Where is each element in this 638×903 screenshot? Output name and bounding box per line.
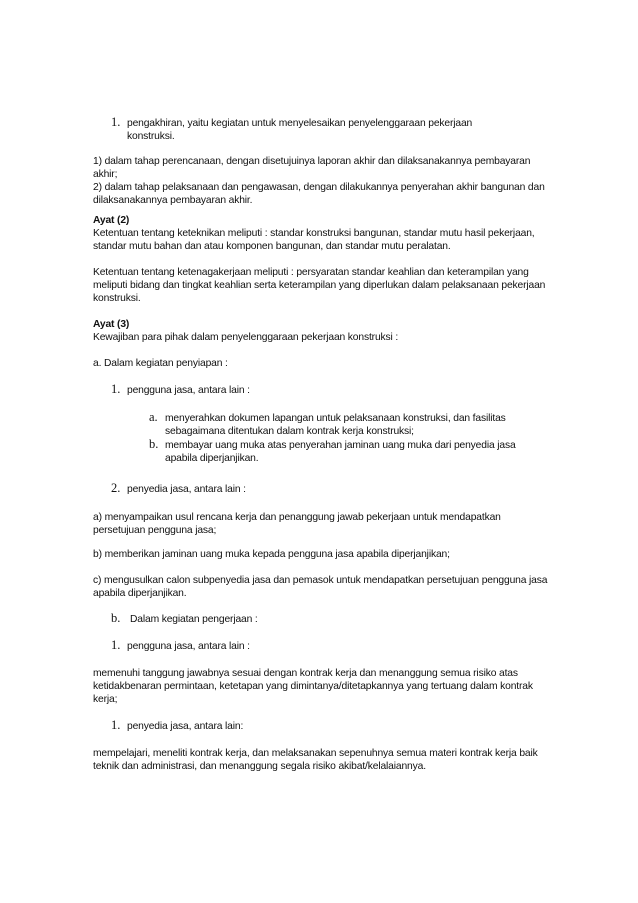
list-item-text: penyedia jasa, antara lain : bbox=[127, 484, 246, 495]
list-marker: 1. bbox=[111, 115, 121, 129]
list-marker: 2. bbox=[111, 481, 121, 495]
list-marker: b. bbox=[149, 437, 159, 451]
list-marker: 1. bbox=[111, 382, 121, 396]
list-item-text: membayar uang muka atas penyerahan jaminan uang muka dari penyedia jasa apabila diperjanjikan. bbox=[165, 440, 516, 464]
tahap-perencanaan-text: 1) dalam tahap perencanaan, dengan disetujuinya laporan akhir dan dilaksanakannya pembayaran akhir; bbox=[93, 156, 531, 180]
ayat-3-text: Kewajiban para pihak dalam penyelenggaraan pekerjaan konstruksi : bbox=[93, 332, 399, 343]
list-item-text: menyerahkan dokumen lapangan untuk pelaksanaan konstruksi, dan fasilitas sebagaimana ditentukan dalam kontrak kerja konstruksi; bbox=[165, 413, 506, 437]
list-marker: b. bbox=[111, 611, 121, 625]
list-item-text: Dalam kegiatan pengerjaan : bbox=[130, 614, 258, 625]
list-item-text: pengguna jasa, antara lain : bbox=[127, 385, 250, 396]
paragraph-memberikan-jaminan: b) memberikan jaminan uang muka kepada pengguna jasa apabila diperjanjikan; bbox=[93, 549, 450, 560]
section-ayat-3 bbox=[93, 318, 555, 344]
paragraph-tahap bbox=[93, 155, 555, 207]
list-marker: a. bbox=[149, 410, 158, 424]
list-marker: 1. bbox=[111, 638, 121, 652]
ayat-2-text: Ketentuan tentang keteknikan meliputi : standar konstruksi bangunan, standar mutu hasil pekerjaan, standar mutu bahan dan atau komponen bangunan, dan standar mutu peralatan. bbox=[93, 228, 535, 252]
paragraph-kegiatan-penyiapan: a. Dalam kegiatan penyiapan : bbox=[93, 358, 228, 369]
list-item-text: pengakhiran, yaitu kegiatan untuk menyelesaikan penyelenggaraan pekerjaan konstruksi. bbox=[127, 118, 473, 142]
ayat-2-heading: Ayat (2) bbox=[93, 215, 130, 226]
tahap-pelaksanaan-text: 2) dalam tahap pelaksanaan dan pengawasan, dengan dilakukannya penyerahan akhir bangunan dan dilaksanakannya pembayaran akhir. bbox=[93, 182, 545, 206]
paragraph-menyampaikan-usul: a) menyampaikan usul rencana kerja dan penanggung jawab pekerjaan untuk mendapatkan persetujuan pengguna jasa; bbox=[93, 512, 501, 536]
list-marker: 1. bbox=[111, 718, 121, 732]
paragraph-mempelajari-kontrak: mempelajari, meneliti kontrak kerja, dan melaksanakan sepenuhnya semua materi kontrak kerja baik teknik dan administrasi, dan menanggung segala risiko akibat/kelalaiannya. bbox=[93, 748, 538, 772]
ayat-3-heading: Ayat (3) bbox=[93, 319, 130, 330]
list-item-text: pengguna jasa, antara lain : bbox=[127, 641, 250, 652]
section-ayat-2 bbox=[93, 214, 555, 253]
paragraph-ketenagakerjaan: Ketentuan tentang ketenagakerjaan meliputi : persyaratan standar keahlian dan keterampilan yang meliputi bidang dan tingkat keahlian serta keterampilan yang diperlukan dalam pelaksanaan pekerjaan konstruksi. bbox=[93, 267, 546, 304]
paragraph-memenuhi-tanggung-jawab: memenuhi tanggung jawabnya sesuai dengan kontrak kerja dan menanggung semua risiko atas ketidakbenaran permintaan, ketetapan yang dimintanya/ditetapkannya yang tertuang dalam kontrak kerja; bbox=[93, 668, 533, 705]
list-item-text: penyedia jasa, antara lain: bbox=[127, 721, 244, 732]
paragraph-mengusulkan-calon: c) mengusulkan calon subpenyedia jasa dan pemasok untuk mendapatkan persetujuan pengguna jasa apabila diperjanjikan. bbox=[93, 575, 548, 599]
